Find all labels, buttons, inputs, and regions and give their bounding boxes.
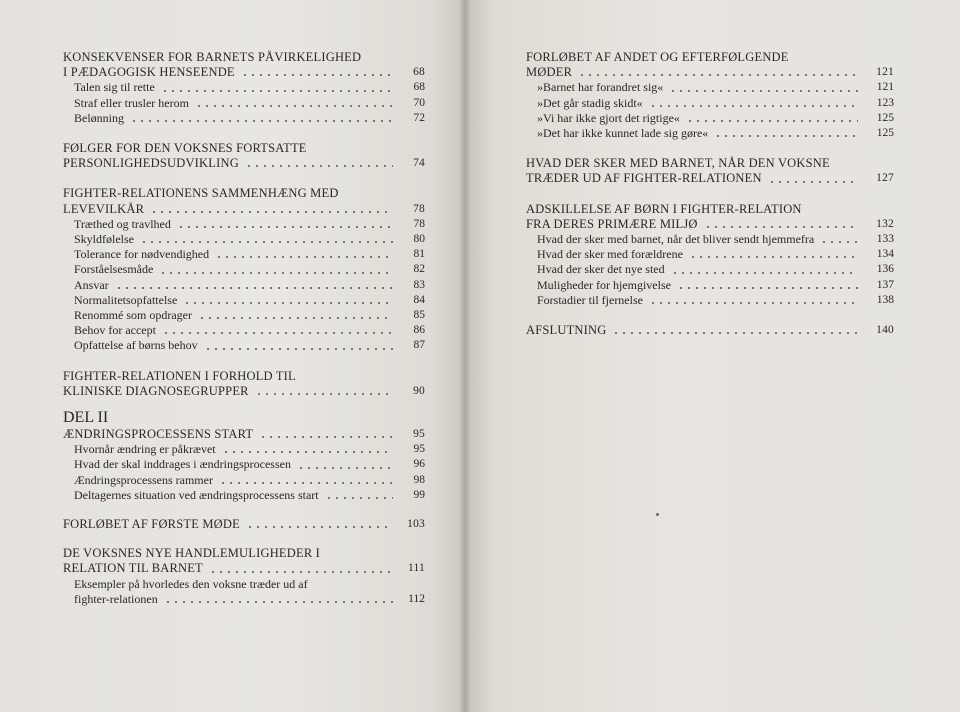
toc-entry[interactable] bbox=[63, 293, 425, 308]
toc-entry-text: RELATION TIL BARNET bbox=[63, 561, 203, 576]
toc-section bbox=[526, 202, 894, 308]
toc-entry-text: Forstadier til fjernelse bbox=[537, 292, 643, 307]
toc-entry-text: Renommé som opdrager bbox=[74, 308, 192, 323]
page-number: 140 bbox=[876, 324, 894, 337]
page-number: 78 bbox=[413, 217, 425, 230]
toc-entry-text: Tolerance for nødvendighed bbox=[74, 247, 210, 262]
toc-heading-line[interactable] bbox=[526, 217, 894, 232]
toc-left-column bbox=[63, 50, 425, 607]
toc-heading-line bbox=[63, 369, 425, 384]
toc-heading-line[interactable] bbox=[526, 323, 894, 338]
toc-heading-line bbox=[63, 50, 425, 65]
dot-leader bbox=[649, 301, 858, 305]
toc-heading-line bbox=[526, 202, 894, 217]
dot-leader bbox=[669, 89, 858, 93]
dot-leader bbox=[159, 271, 393, 275]
dot-leader bbox=[219, 481, 393, 485]
toc-entry[interactable] bbox=[526, 80, 894, 95]
toc-heading-line[interactable] bbox=[63, 427, 425, 442]
toc-entry[interactable] bbox=[63, 217, 425, 232]
page-number: 68 bbox=[413, 81, 425, 94]
dot-leader bbox=[325, 496, 393, 500]
dot-leader bbox=[204, 347, 393, 351]
dot-leader bbox=[162, 331, 393, 335]
page-number: 90 bbox=[413, 384, 425, 397]
toc-heading-line bbox=[63, 141, 425, 156]
toc-entry[interactable] bbox=[63, 262, 425, 277]
toc-entry-text: FORLØBET AF ANDET OG EFTERFØLGENDE bbox=[526, 50, 789, 64]
dot-leader bbox=[183, 301, 393, 305]
page-number: 72 bbox=[413, 111, 425, 124]
dot-leader bbox=[704, 225, 858, 229]
dot-leader bbox=[246, 525, 393, 529]
toc-section bbox=[63, 427, 425, 503]
page-number: 68 bbox=[413, 66, 425, 79]
toc-entry-text: Hvad der sker det nye sted bbox=[537, 262, 665, 277]
toc-entry-text: Træthed og travlhed bbox=[74, 216, 171, 231]
dot-leader bbox=[241, 73, 393, 77]
toc-right-column bbox=[526, 50, 894, 338]
toc-entry[interactable] bbox=[63, 111, 425, 126]
toc-entry-text: »Det har ikke kunnet lade sig gøre« bbox=[537, 126, 709, 141]
toc-entry-text: FORLØBET AF FØRSTE MØDE bbox=[63, 517, 240, 532]
dot-leader bbox=[689, 255, 858, 259]
toc-entry-text: FIGHTER-RELATIONEN I FORHOLD TIL bbox=[63, 368, 296, 383]
toc-entry-text: Forståelsesmåde bbox=[74, 262, 154, 277]
dot-leader bbox=[649, 104, 858, 108]
page-number: 85 bbox=[413, 309, 425, 322]
toc-entry-text: Straf eller trusler herom bbox=[74, 95, 189, 110]
toc-entry[interactable] bbox=[63, 80, 425, 95]
toc-entry-text: I PÆDAGOGISK HENSEENDE bbox=[63, 65, 235, 80]
toc-entry-text: Deltagernes situation ved ændringsprocessens start bbox=[74, 487, 319, 502]
page-number: 123 bbox=[876, 96, 894, 109]
toc-entry[interactable] bbox=[63, 96, 425, 111]
dot-leader bbox=[215, 255, 393, 259]
page-number: 138 bbox=[876, 293, 894, 306]
toc-entry-text: Hvad der skal inddrages i ændringsprocessen bbox=[74, 457, 291, 472]
toc-entry-text: FIGHTER-RELATIONENS SAMMENHÆNG MED bbox=[63, 186, 339, 201]
toc-heading-line bbox=[63, 546, 425, 561]
dot-leader bbox=[140, 240, 393, 244]
dot-leader bbox=[578, 73, 858, 77]
toc-entry-text: Ansvar bbox=[74, 277, 109, 292]
dot-leader bbox=[671, 271, 858, 275]
page-number: 103 bbox=[407, 518, 425, 531]
toc-heading-line[interactable] bbox=[63, 65, 425, 80]
toc-entry[interactable] bbox=[63, 442, 425, 457]
part-heading: DEL II bbox=[63, 409, 109, 427]
toc-entry-text: KONSEKVENSER FOR BARNETS PÅVIRKELIGHED bbox=[63, 50, 362, 64]
page-number: 86 bbox=[413, 324, 425, 337]
toc-entry-text: Skyldfølelse bbox=[74, 232, 134, 247]
toc-entry-text: Ændringsprocessens rammer bbox=[74, 472, 213, 487]
dot-leader bbox=[612, 331, 858, 335]
toc-entry-text: TRÆDER UD AF FIGHTER-RELATIONEN bbox=[526, 171, 762, 186]
toc-entry[interactable] bbox=[526, 96, 894, 111]
toc-entry-text: Muligheder for hjemgivelse bbox=[537, 277, 671, 292]
toc-heading-line[interactable] bbox=[63, 384, 425, 399]
dot-leader bbox=[714, 134, 858, 138]
toc-entry-text: FRA DERES PRIMÆRE MILJØ bbox=[526, 216, 698, 231]
toc-entry-text: »Vi har ikke gjort det rigtige« bbox=[537, 110, 680, 125]
toc-entry-text: Behov for accept bbox=[74, 323, 156, 338]
toc-entry-text: AFSLUTNING bbox=[526, 323, 607, 338]
toc-entry-text: PERSONLIGHEDSUDVIKLING bbox=[63, 156, 239, 171]
dot-leader bbox=[259, 435, 393, 439]
toc-entry[interactable] bbox=[526, 262, 894, 277]
toc-entry-text: Belønning bbox=[74, 110, 124, 125]
page-number: 98 bbox=[413, 473, 425, 486]
toc-section bbox=[63, 50, 425, 126]
toc-section bbox=[526, 323, 894, 338]
page-number: 121 bbox=[876, 66, 894, 79]
dot-leader bbox=[820, 240, 858, 244]
page-number: 99 bbox=[413, 488, 425, 501]
toc-entry-text: Hvornår ændring er påkrævet bbox=[74, 442, 216, 457]
toc-heading-line[interactable] bbox=[63, 156, 425, 171]
page-number: 83 bbox=[413, 278, 425, 291]
toc-entry[interactable] bbox=[526, 126, 894, 141]
toc-section bbox=[63, 141, 425, 171]
toc-entry[interactable] bbox=[526, 278, 894, 293]
dot-leader bbox=[115, 286, 393, 290]
toc-heading-line[interactable] bbox=[526, 65, 894, 80]
toc-entry-text: FØLGER FOR DEN VOKSNES FORTSATTE bbox=[63, 141, 307, 156]
toc-entry[interactable] bbox=[63, 457, 425, 472]
toc-heading-line bbox=[63, 186, 425, 201]
toc-entry-text: ÆNDRINGSPROCESSENS START bbox=[63, 427, 254, 442]
toc-entry-text: KLINISKE DIAGNOSEGRUPPER bbox=[63, 383, 249, 398]
toc-section bbox=[63, 546, 425, 607]
toc-entry[interactable] bbox=[63, 592, 425, 607]
page-number: 136 bbox=[876, 263, 894, 276]
page-number: 125 bbox=[876, 127, 894, 140]
page-number: 132 bbox=[876, 217, 894, 230]
toc-entry-text: ADSKILLELSE AF BØRN I FIGHTER-RELATION bbox=[526, 201, 802, 216]
toc-heading-line[interactable] bbox=[63, 517, 425, 532]
toc-entry-line1 bbox=[63, 577, 425, 592]
toc-heading-line[interactable] bbox=[526, 171, 894, 186]
toc-entry-text: LEVEVILKÅR bbox=[63, 201, 145, 216]
page-number: 81 bbox=[413, 248, 425, 261]
page-number: 95 bbox=[413, 428, 425, 441]
page-number: 84 bbox=[413, 293, 425, 306]
page-number: 95 bbox=[413, 443, 425, 456]
page-number: 74 bbox=[413, 157, 425, 170]
toc-entry-text: Eksempler på hvorledes den voksne træder ud af bbox=[74, 576, 308, 591]
toc-entry-text: fighter-relationen bbox=[74, 591, 158, 606]
toc-entry-text: HVAD DER SKER MED BARNET, NÅR DEN VOKSNE bbox=[526, 156, 830, 171]
toc-heading-line bbox=[526, 156, 894, 171]
dot-leader bbox=[209, 570, 393, 574]
toc-entry[interactable] bbox=[63, 473, 425, 488]
toc-entry[interactable] bbox=[63, 338, 425, 353]
toc-section bbox=[63, 369, 425, 399]
page-number: 111 bbox=[408, 562, 425, 575]
toc-entry[interactable] bbox=[63, 308, 425, 323]
page-number: 125 bbox=[876, 111, 894, 124]
page-number: 82 bbox=[413, 263, 425, 276]
dot-leader bbox=[255, 392, 393, 396]
toc-entry-text: MØDER bbox=[526, 65, 573, 80]
toc-entry[interactable] bbox=[63, 488, 425, 503]
dot-leader bbox=[297, 466, 393, 470]
page-number: 112 bbox=[408, 592, 425, 605]
dot-leader bbox=[130, 119, 393, 123]
page-number: 133 bbox=[876, 233, 894, 246]
dot-leader bbox=[195, 104, 393, 108]
page-number: 134 bbox=[876, 248, 894, 261]
toc-section bbox=[63, 186, 425, 353]
dot-leader bbox=[161, 89, 393, 93]
toc-entry[interactable] bbox=[63, 232, 425, 247]
page-number: 96 bbox=[413, 458, 425, 471]
dot-leader bbox=[177, 225, 393, 229]
toc-entry-text: »Barnet har forandret sig« bbox=[537, 80, 664, 95]
paper-speck bbox=[656, 513, 659, 516]
dot-leader bbox=[768, 180, 858, 184]
page-number: 127 bbox=[876, 172, 894, 185]
toc-entry[interactable] bbox=[526, 232, 894, 247]
toc-section bbox=[526, 50, 894, 141]
toc-entry[interactable] bbox=[63, 278, 425, 293]
dot-leader bbox=[164, 600, 393, 604]
toc-section bbox=[63, 517, 425, 532]
toc-heading-line[interactable] bbox=[63, 202, 425, 217]
dot-leader bbox=[245, 164, 393, 168]
toc-entry-text: Talen sig til rette bbox=[74, 80, 155, 95]
toc-entry[interactable] bbox=[526, 247, 894, 262]
toc-entry[interactable] bbox=[526, 293, 894, 308]
toc-entry-text: Opfattelse af børns behov bbox=[74, 338, 198, 353]
toc-entry-text: Normalitetsopfattelse bbox=[74, 292, 178, 307]
toc-entry-text: Hvad der sker med forældrene bbox=[537, 247, 683, 262]
page-number: 80 bbox=[413, 233, 425, 246]
book-gutter bbox=[458, 0, 472, 712]
dot-leader bbox=[150, 210, 393, 214]
page-number: 87 bbox=[413, 339, 425, 352]
page-number: 137 bbox=[876, 278, 894, 291]
toc-entry-text: Hvad der sker med barnet, når det bliver sendt hjemmefra bbox=[537, 232, 815, 247]
dot-leader bbox=[222, 450, 393, 454]
page-number: 78 bbox=[413, 202, 425, 215]
page-number: 121 bbox=[876, 81, 894, 94]
dot-leader bbox=[677, 286, 858, 290]
toc-heading-line[interactable] bbox=[63, 561, 425, 576]
dot-leader bbox=[686, 119, 858, 123]
toc-section bbox=[526, 156, 894, 186]
page-number: 70 bbox=[413, 96, 425, 109]
toc-entry[interactable] bbox=[63, 323, 425, 338]
toc-heading-line bbox=[526, 50, 894, 65]
dot-leader bbox=[198, 316, 393, 320]
toc-entry-text: DE VOKSNES NYE HANDLEMULIGHEDER I bbox=[63, 546, 321, 561]
toc-entry-text: »Det går stadig skidt« bbox=[537, 95, 643, 110]
toc-entry[interactable] bbox=[526, 111, 894, 126]
toc-entry[interactable] bbox=[63, 247, 425, 262]
